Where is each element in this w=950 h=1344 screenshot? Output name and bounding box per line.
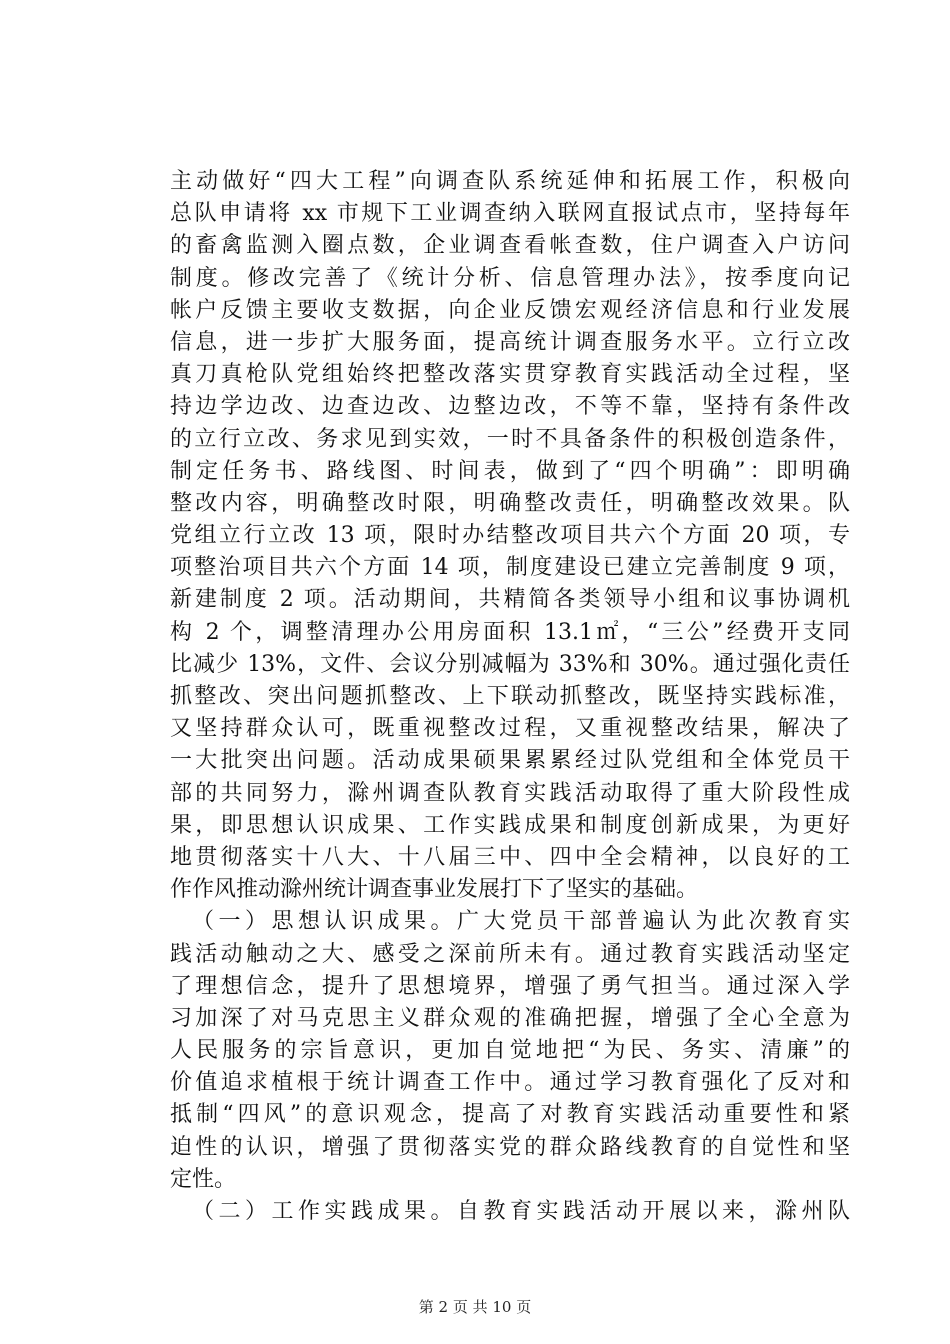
text-line: 抓整改、突出问题抓整改、上下联动抓整改，既坚持实践标准， <box>170 684 850 709</box>
text-line: 持边学边改、边查边改、边整边改，不等不靠，坚持有条件改 <box>170 394 850 420</box>
text-line: 习加深了对马克思主义群众观的准确把握，增强了全心全意为 <box>170 1005 850 1031</box>
text-line: 制定任务书、路线图、时间表，做到了“四个明确”：即明确 <box>170 458 850 484</box>
text-line: 整改内容，明确整改时限，明确整改责任，明确整改效果。队 <box>170 490 850 516</box>
body-text <box>170 166 850 1228</box>
text-line: 价值追求植根于统计调查工作中。通过学习教育强化了反对和 <box>170 1070 850 1096</box>
text-line: 人民服务的宗旨意识，更加自觉地把“为民、务实、清廉”的 <box>170 1038 850 1064</box>
text-line: 果，即思想认识成果、工作实践成果和制度创新成果，为更好 <box>170 812 850 838</box>
text-line: 地贯彻落实十八大、十八届三中、四中全会精神，以良好的工 <box>170 844 850 870</box>
text-line: 主动做好“四大工程”向调查队系统延伸和拓展工作，积极向 <box>170 169 850 194</box>
text-line: 作作风推动滁州统计调查事业发展打下了坚实的基础。 <box>170 877 699 903</box>
text-line: 构 2 个，调整清理办公用房面积 13.1㎡，“三公”经费开支同 <box>170 619 850 645</box>
text-line: 项整治项目共六个方面 14 项，制度建设已建立完善制度 9 项， <box>170 555 850 581</box>
paragraph-heading-line: （二）工作实践成果。自教育实践活动开展以来，滁州队 <box>192 1199 850 1224</box>
text-line: 新建制度 2 项。活动期间，共精简各类领导小组和议事协调机 <box>170 587 850 613</box>
text-line: 总队申请将 xx 市规下工业调查纳入联网直报试点市，坚持每年 <box>170 201 850 227</box>
text-line: 一大批突出问题。活动成果硕果累累经过队党组和全体党员干 <box>170 748 850 774</box>
text-line: 的立行立改、务求见到实效，一时不具备条件的积极创造条件， <box>170 426 850 452</box>
text-line: 的畜禽监测入圈点数，企业调查看帐查数，住户调查入户访问 <box>170 233 850 259</box>
text-line: 定性。 <box>170 1166 237 1192</box>
paragraph-heading-line: （一）思想认识成果。广大党员干部普遍认为此次教育实 <box>192 909 850 935</box>
text-line: 了理想信念，提升了思想境界，增强了勇气担当。通过深入学 <box>170 973 850 999</box>
text-line: 帐户反馈主要收支数据，向企业反馈宏观经济信息和行业发展 <box>170 297 850 323</box>
page-footer: 第 2 页 共 10 页 <box>418 1298 532 1316</box>
text-line: 抵制“四风”的意识观念，提高了对教育实践活动重要性和紧 <box>170 1102 850 1128</box>
text-line: 又坚持群众认可，既重视整改过程，又重视整改结果，解决了 <box>170 716 850 742</box>
text-line: 信息，进一步扩大服务面，提高统计调查服务水平。立行立改 <box>170 329 850 355</box>
text-line: 党组立行立改 13 项，限时办结整改项目共六个方面 20 项，专 <box>170 523 850 549</box>
text-line: 比减少 13%，文件、会议分别减幅为 33%和 30%。通过强化责任 <box>170 651 850 677</box>
text-line: 践活动触动之大、感受之深前所未有。通过教育实践活动坚定 <box>170 941 850 967</box>
text-line: 真刀真枪队党组始终把整改落实贯穿教育实践活动全过程，坚 <box>170 362 850 388</box>
text-line: 部的共同努力，滁州调查队教育实践活动取得了重大阶段性成 <box>170 780 850 806</box>
text-line: 迫性的认识，增强了贯彻落实党的群众路线教育的自觉性和坚 <box>170 1134 850 1160</box>
text-line: 制度。修改完善了《统计分析、信息管理办法》，按季度向记 <box>170 265 850 291</box>
